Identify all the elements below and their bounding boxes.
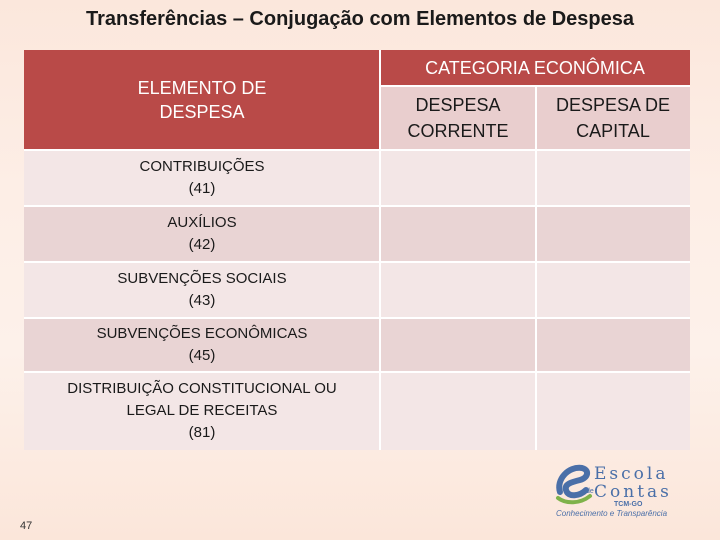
row-3-corrente-cell: [380, 262, 536, 318]
grid-line: [24, 371, 690, 373]
element-category-table: [24, 50, 690, 450]
row-5-line-1: DISTRIBUIÇÃO CONSTITUCIONAL OU: [67, 380, 337, 397]
row-5-line-3: (81): [188, 424, 216, 441]
row-label-distribuicao-constitucional: [24, 372, 380, 450]
row-4-capital-cell: [536, 318, 690, 372]
row-3-line-2: (43): [188, 292, 216, 309]
row-label-contribuicoes: [24, 150, 380, 206]
logo-line-1: Escola: [594, 464, 669, 484]
grid-line: [535, 86, 537, 450]
row-1-line-1: CONTRIBUIÇÕES: [139, 158, 265, 175]
row-3-line-1: SUBVENÇÕES SOCIAIS: [117, 270, 287, 287]
logo-tag: TCM-GO: [614, 501, 643, 508]
row-4-corrente-cell: [380, 318, 536, 372]
header-left-line-2: DESPESA: [159, 102, 245, 122]
grid-line: [24, 205, 690, 207]
escola-de-contas-logo: [554, 462, 694, 524]
grid-line: [24, 261, 690, 263]
row-1-corrente-cell: [380, 150, 536, 206]
logo-e-icon: [554, 462, 594, 506]
row-1-capital-cell: [536, 150, 690, 206]
logo-small: de: [586, 488, 594, 495]
row-label-subvencoes-economicas: [24, 318, 380, 372]
row-2-line-2: (42): [188, 236, 216, 253]
row-2-capital-cell: [536, 206, 690, 262]
row-4-line-1: SUBVENÇÕES ECONÔMICAS: [96, 325, 308, 342]
row-5-line-2: LEGAL DE RECEITAS: [126, 402, 278, 419]
row-2-corrente-cell: [380, 206, 536, 262]
row-1-line-2: (41): [188, 180, 216, 197]
grid-line: [24, 317, 690, 319]
header-despesa-de-capital: [536, 86, 690, 150]
row-label-subvencoes-sociais: [24, 262, 380, 318]
logo-slogan: Conhecimento e Transparência: [556, 509, 668, 518]
header-categoria-economica: CATEGORIA ECONÔMICA: [380, 50, 690, 86]
header-sub2-line-1: DESPESA DE: [555, 95, 671, 115]
row-5-corrente-cell: [380, 372, 536, 450]
header-sub2-line-2: CAPITAL: [576, 121, 650, 141]
header-sub1-line-2: CORRENTE: [407, 121, 509, 141]
header-element-de-despesa: [24, 50, 380, 150]
header-despesa-corrente: [380, 86, 536, 150]
header-left-line-1: ELEMENTO DE: [137, 78, 267, 98]
slide-title: Transferências – Conjugação com Elementos de Despesa: [86, 8, 634, 30]
grid-line: [24, 149, 690, 151]
row-4-line-2: (45): [188, 347, 216, 364]
row-5-capital-cell: [536, 372, 690, 450]
logo-line-2: Contas: [594, 482, 672, 502]
grid-line: [379, 50, 381, 450]
page-number: 47: [20, 520, 33, 532]
row-label-auxilios: [24, 206, 380, 262]
header-sub1-line-1: DESPESA: [415, 95, 501, 115]
row-3-capital-cell: [536, 262, 690, 318]
row-2-line-1: AUXÍLIOS: [167, 214, 237, 231]
